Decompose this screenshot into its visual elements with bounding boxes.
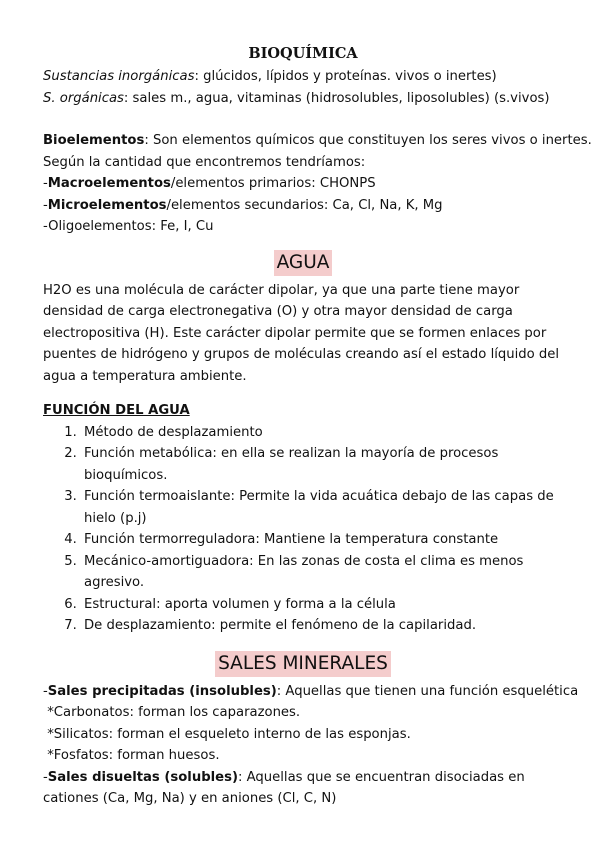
bioelementos-line2: Según la cantidad que encontremos tendríamos: xyxy=(43,154,366,170)
list-item: 4. Función termorreguladora: Mantiene la temperatura constante xyxy=(81,529,563,551)
list-item: 2. Función metabólica: en ella se realizan la mayoría de procesos bioquímicos. xyxy=(81,443,563,486)
intro-line-organic xyxy=(43,88,563,110)
page-title: BIOQUÍMICA xyxy=(248,45,358,62)
intro-line-inorganic xyxy=(43,66,563,88)
sales-disueltas-text: : Aquellas que se encuentran disociadas en cationes (Ca, Mg, Na) y en aniones (Cl, C, N) xyxy=(43,769,525,806)
organic-text: : sales m., agua, vitaminas (hidrosolubles, liposolubles) (s.vivos) xyxy=(123,90,550,106)
list-item: 6. Estructural: aporta volumen y forma a la célula xyxy=(81,594,563,616)
document-page xyxy=(43,44,592,810)
agua-paragraph: H2O es una molécula de carácter dipolar, ya que una parte tiene mayor densidad de carga electronegativa (O) y otra mayor densidad de carga electropositiva (H). Este carácter dipolar permite que se formen enlaces por puentes de hidrógeno y grupos de moléculas creando así el estado líquido del agua a temperatura ambiente. xyxy=(43,282,560,384)
sales-heading: SALES MINERALES xyxy=(215,651,391,677)
fosfatos-line: *Fosfatos: forman huesos. xyxy=(43,748,220,763)
sales-precipitadas-text: : Aquellas que tienen una función esquelética xyxy=(276,683,579,699)
microelementos-line xyxy=(43,195,563,217)
sales-disueltas-line xyxy=(43,767,563,810)
sales-precipitadas-line xyxy=(43,681,579,703)
dis-prefix: - xyxy=(43,769,48,785)
organic-label: S. orgánicas xyxy=(43,90,124,106)
funcion-list xyxy=(43,422,563,637)
macro-prefix: - xyxy=(43,176,48,191)
sales-heading-wrap xyxy=(43,651,563,677)
bioelementos-line xyxy=(43,130,592,152)
macroelementos-text: /elementos primarios: CHONPS xyxy=(170,176,376,191)
inorganic-label: Sustancias inorgánicas xyxy=(43,69,195,84)
sales-disueltas-label: Sales disueltas (solubles) xyxy=(47,769,238,785)
macroelementos-label: Macroelementos xyxy=(47,176,171,191)
sales-precipitadas-label: Sales precipitadas (insolubles) xyxy=(47,683,277,699)
inorganic-text: : glúcidos, lípidos y proteínas. vivos o inertes) xyxy=(194,69,497,84)
macroelementos-line xyxy=(43,173,563,195)
list-item: 5. Mecánico-amortiguadora: En las zonas de costa el clima es menos agresivo. xyxy=(81,551,563,594)
micro-prefix: - xyxy=(43,197,48,213)
agua-heading-wrap xyxy=(43,250,563,276)
agua-heading: AGUA xyxy=(274,250,333,276)
list-item: 1. Método de desplazamiento xyxy=(81,422,563,444)
bioelementos-text: : Son elementos químicos que constituyen los seres vivos o inertes. xyxy=(144,133,592,148)
silicatos-line: *Silicatos: forman el esqueleto interno de las esponjas. xyxy=(43,726,411,742)
oligoelementos-line: -Oligoelementos: Fe, I, Cu xyxy=(43,219,214,234)
microelementos-label: Microelementos xyxy=(47,197,167,213)
list-item: 3. Función termoaislante: Permite la vida acuática debajo de las capas de hielo (p.j) xyxy=(81,486,563,529)
prec-prefix: - xyxy=(43,683,48,699)
list-item: 7. De desplazamiento: permite el fenómeno de la capilaridad. xyxy=(81,615,563,637)
carbonatos-line: *Carbonatos: forman los caparazones. xyxy=(43,705,301,720)
microelementos-text: /elementos secundarios: Ca, Cl, Na, K, Mg xyxy=(166,197,443,213)
funcion-heading: FUNCIÓN DEL AGUA xyxy=(43,403,190,418)
bioelementos-label: Bioelementos xyxy=(43,133,145,148)
